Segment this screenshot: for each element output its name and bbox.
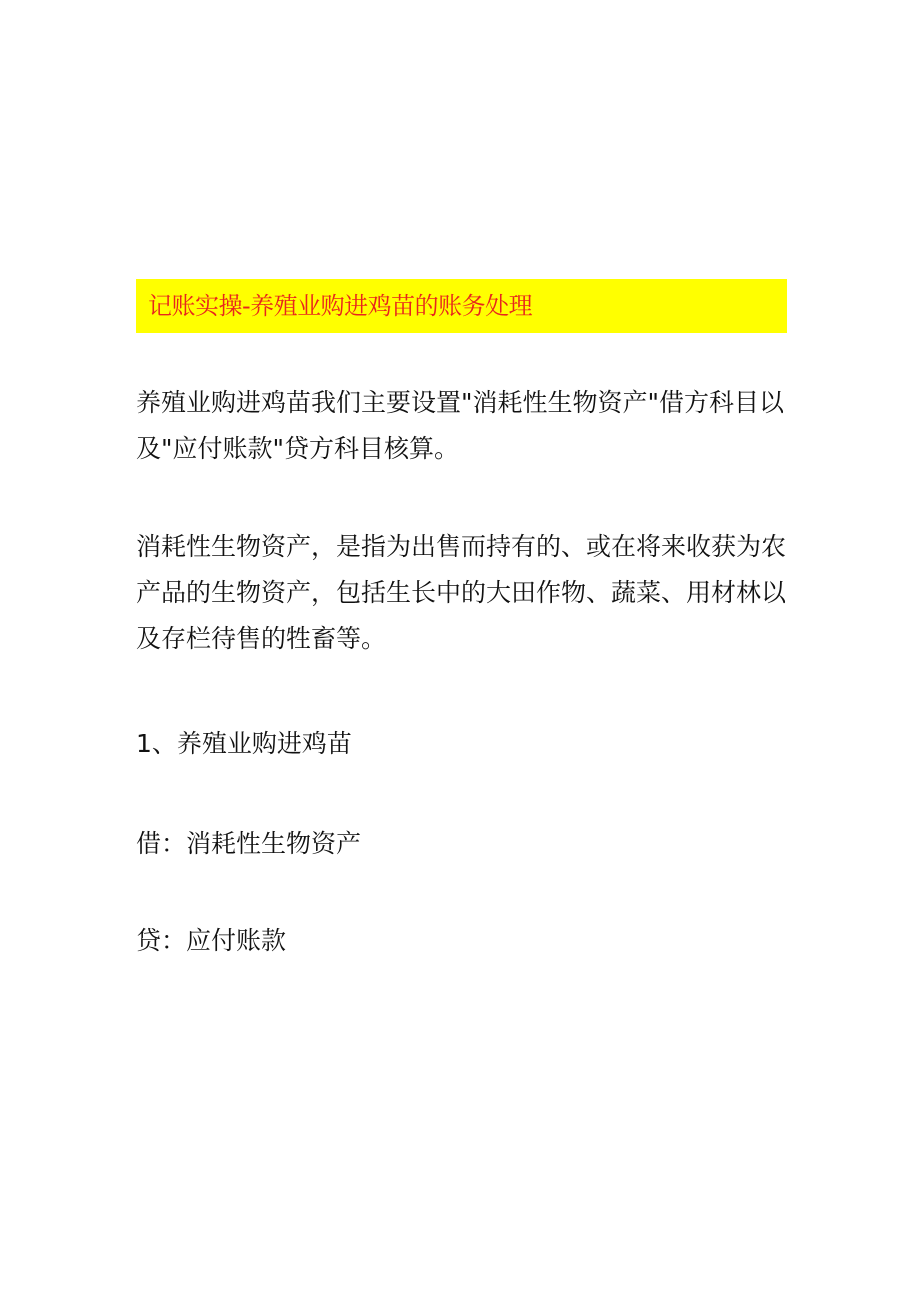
section-heading: 1、养殖业购进鸡苗 bbox=[136, 729, 352, 758]
document-title: 记账实操-养殖业购进鸡苗的账务处理 bbox=[148, 292, 533, 320]
credit-entry: 贷：应付账款 bbox=[136, 926, 287, 955]
definition-paragraph: 消耗性生物资产，是指为出售而持有的、或在将来收获为农产品的生物资产，包括生长中的大田作物、蔬菜、用材林以及存栏待售的牲畜等。 bbox=[136, 532, 787, 653]
intro-paragraph: 养殖业购进鸡苗我们主要设置"消耗性生物资产"借方科目以及"应付账款"贷方科目核算。 bbox=[136, 388, 785, 463]
debit-entry: 借：消耗性生物资产 bbox=[136, 829, 362, 858]
title-banner bbox=[136, 279, 787, 333]
